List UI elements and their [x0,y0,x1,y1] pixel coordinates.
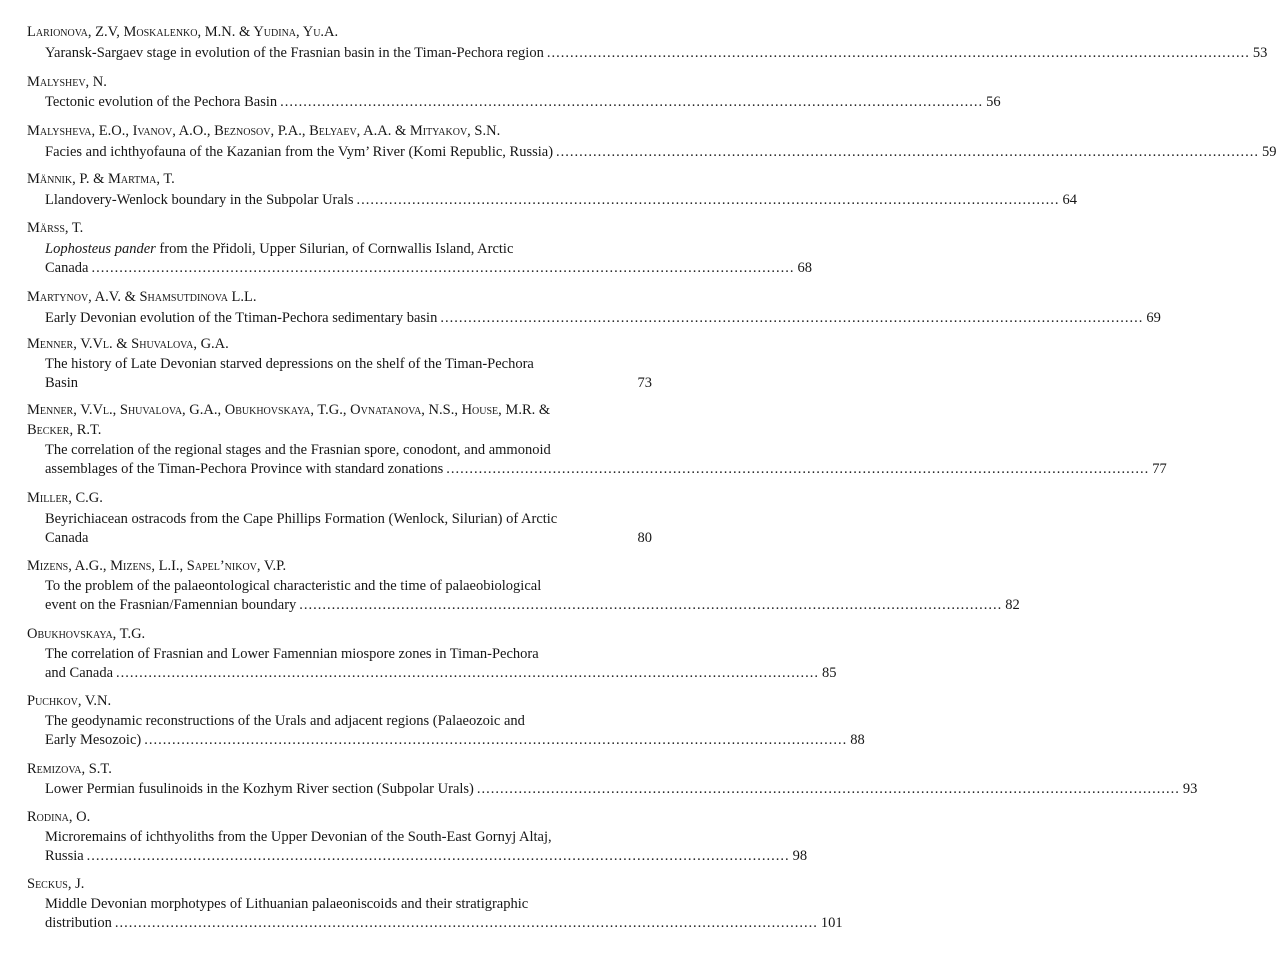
entry-title-line: Middle Devonian morphotypes of Lithuanian palaeoniscoids and their stratigraphic [45,896,529,912]
leader-dots: ........................................................................................................................................................ [356,192,1060,208]
leader-dots: ........................................................................................................................................................ [299,597,1003,613]
entry-authors: Mizens, A.G., Mizens, L.I., Sapel’nikov, V.P. [27,558,287,574]
entry-page-number: 73 [637,375,652,391]
entry-title-line: Yaransk-Sargaev stage in evolution of the Frasnian basin in the Timan-Pechora region ........................................................................................................................................................ 53 [45,45,1268,61]
entry-title-line: Lophosteus pander from the Přidoli, Upper Silurian, of Cornwallis Island, Arctic [45,241,514,257]
entry-title-line: Early Devonian evolution of the Ttiman-Pechora sedimentary basin ........................................................................................................................................................ 69 [45,310,1161,326]
entry-page-number: 77 [1152,461,1167,477]
entry-authors: Larionova, Z.V, Moskalenko, M.N. & Yudina, Yu.A. [27,24,339,40]
entry-page-number: 80 [637,530,652,546]
entry-page-number: 101 [820,915,843,931]
entry-title-line: Facies and ichthyofauna of the Kazanian from the Vym’ River (Komi Republic, Russia) ........................................................................................................................................................ 59 [45,144,1277,160]
entry-authors: Miller, C.G. [27,490,103,506]
entry-authors: Märss, T. [27,220,84,236]
entry-title-line: The geodynamic reconstructions of the Urals and adjacent regions (Palaeozoic and [45,713,525,729]
entry-title-line: Beyrichiacean ostracods from the Cape Phillips Formation (Wenlock, Silurian) of Arctic [45,511,558,527]
entry-title-line: event on the Frasnian/Famennian boundary ........................................................................................................................................................ 82 [45,597,1020,613]
leader-dots: ........................................................................................................................................................ [446,461,1150,477]
entry-page-number: 98 [792,848,808,864]
entry-authors: Seckus, J. [27,876,85,892]
entry-title-line: To the problem of the palaeontological characteristic and the time of palaeobiological [45,578,542,594]
entry-title-line: assemblages of the Timan-Pechora Province with standard zonations ........................................................................................................................................................ 77 [45,461,1167,477]
leader-dots: ........................................................................................................................................................ [144,732,848,748]
entry-title-line: Lower Permian fusulinoids in the Kozhym River section (Subpolar Urals) ........................................................................................................................................................ 93 [45,781,1198,797]
leader-dots: ........................................................................................................................................................ [440,310,1144,326]
taxon-name: Lophosteus pander [45,241,156,257]
entry-page-number: 88 [850,732,865,748]
entry-page-number: 93 [1182,781,1198,797]
entry-page-number: 85 [822,665,837,681]
entry-authors: Puchkov, V.N. [27,693,112,709]
leader-dots: ........................................................................................................................................................ [91,260,795,276]
leader-dots: ........................................................................................................................................................ [280,94,984,110]
entry-page-number: 59 [1262,144,1277,160]
entry-title-line: The correlation of the regional stages and the Frasnian spore, conodont, and ammonoid [45,442,551,458]
entry-title-line: Canada ........................................................................................................................................................ 68 [45,260,812,276]
entry-page-number: 56 [986,94,1001,110]
entry-page-number: 64 [1062,192,1077,208]
leader-dots: ........................................................................................................................................................ [476,781,1180,797]
leader-dots: ........................................................................................................................................................ [114,915,818,931]
entry-title-line: distribution ........................................................................................................................................................ 101 [45,915,843,931]
entry-title-line: Basin 73 [45,375,652,391]
entry-title-line: Microremains of ichthyoliths from the Upper Devonian of the South-East Gornyj Altaj, [45,829,552,845]
entry-authors: Männik, P. & Martma, T. [27,171,175,187]
entry-title-line: and Canada ........................................................................................................................................................ 85 [45,665,837,681]
entry-authors: Menner, V.Vl., Shuvalova, G.A., Obukhovskaya, T.G., Ovnatanova, N.S., House, M.R. & [27,402,551,418]
entry-authors: Malyshev, N. [27,74,107,90]
entry-page-number: 82 [1005,597,1020,613]
entry-authors-cont: Becker, R.T. [27,422,102,438]
leader-dots: ........................................................................................................................................................ [546,45,1250,61]
entry-authors: Remizova, S.T. [27,761,112,777]
entry-page-number: 53 [1252,45,1268,61]
entry-title-line: The history of Late Devonian starved depressions on the shelf of the Timan-Pechora [45,356,534,372]
entry-page-number: 68 [797,260,812,276]
leader-dots: ........................................................................................................................................................ [116,665,820,681]
entry-authors: Martynov, A.V. & Shamsutdinova L.L. [27,289,257,305]
entry-authors: Menner, V.Vl. & Shuvalova, G.A. [27,336,229,352]
entry-title-line: The correlation of Frasnian and Lower Famennian miospore zones in Timan-Pechora [45,646,539,662]
entry-title-line: Llandovery-Wenlock boundary in the Subpolar Urals ........................................................................................................................................................ 64 [45,192,1077,208]
entry-authors: Rodina, O. [27,809,91,825]
leader-dots: ........................................................................................................................................................ [556,144,1260,160]
entry-authors: Malysheva, E.O., Ivanov, A.O., Beznosov, P.A., Belyaev, A.A. & Mityakov, S.N. [27,123,501,139]
entry-title-line: Tectonic evolution of the Pechora Basin ........................................................................................................................................................ 56 [45,94,1001,110]
leader-dots: ........................................................................................................................................................ [86,848,790,864]
entry-title-line: Russia ........................................................................................................................................................ 98 [45,848,808,864]
entry-page-number: 69 [1146,310,1161,326]
entry-title-line: Canada 80 [45,530,652,546]
entry-title-line: Early Mesozoic) ........................................................................................................................................................ 88 [45,732,865,748]
entry-authors: Obukhovskaya, T.G. [27,626,146,642]
